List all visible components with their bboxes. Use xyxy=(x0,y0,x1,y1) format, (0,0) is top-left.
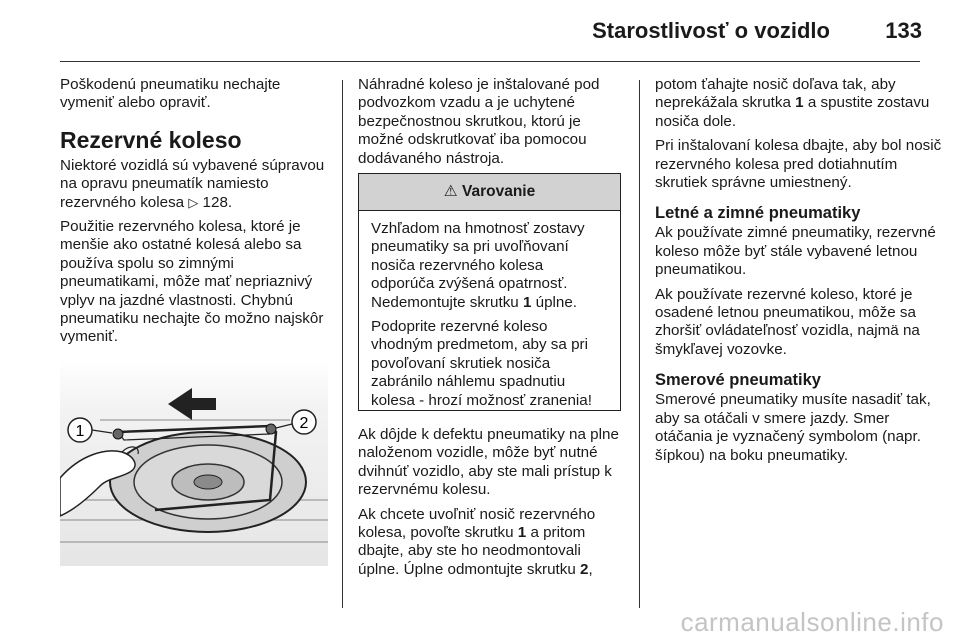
paragraph-directional-tyres: Smerové pneumatiky musíte nasadiť tak, aby sa otáčali v smere jazdy. Smer otáčania je vyznačený symbolom (napr. šípkou) na boku pneumatiky. xyxy=(655,391,931,464)
header-divider xyxy=(60,61,920,62)
column-3 xyxy=(655,76,947,471)
paragraph-loaded-vehicle: Ak dôjde k defektu pneumatiky na plne naloženom vozidle, môže byť nutné dvihnúť vozidlo, aby ste mali prístup k rezervnému kolesu. xyxy=(358,426,619,499)
page-header xyxy=(0,0,960,60)
paragraph-release-carrier: Ak chcete uvoľniť nosič rezervného kolesa, povoľte skrutku 1 a pritom dbajte, aby ste ho neodmontovali úplne. Úplne odmontujte skrutku 2, xyxy=(358,505,596,578)
warning-triangle-icon: ⚠ xyxy=(443,183,458,200)
callout-1: 1 xyxy=(75,423,85,440)
section-heading-directional: Smerové pneumatiky xyxy=(655,371,821,390)
warning-header xyxy=(359,174,620,211)
intro-paragraph: Poškodenú pneumatiku nechajte vymeniť alebo opraviť. xyxy=(60,76,281,112)
column-divider-1 xyxy=(342,80,343,608)
running-title: Starostlivosť o vozidlo xyxy=(592,18,830,43)
section-heading-spare-wheel: Rezervné koleso xyxy=(60,126,242,153)
paragraph-lower-carrier: potom ťahajte nosič doľava tak, aby neprekážala skrutka 1 a spustite zostavu nosiča dole. xyxy=(655,76,930,130)
paragraph-summer-spare: Ak používate rezervné koleso, ktoré je osadené letnou pneumatikou, môže sa zhoršiť ovládateľnosť vozidla, najmä na šmykľavej vozovke. xyxy=(655,285,920,358)
paragraph-install-wheel: Pri inštalovaní kolesa dbajte, aby bol nosič rezervného kolesa pred dotiahnutím skrutiek správne umiestnený. xyxy=(655,137,942,192)
column-1 xyxy=(60,76,328,353)
paragraph-repair-kit: Niektoré vozidlá sú vybavené súpravou na opravu pneumatík namiesto rezervného kolesa ▷ 128. xyxy=(60,156,325,211)
column-2 xyxy=(358,76,624,174)
paragraph-winter-tyres: Ak používate zimné pneumatiky, rezervné koleso môže byť stále vybavené letnou pneumatikou. xyxy=(655,224,936,279)
warning-box xyxy=(358,173,621,411)
warning-paragraph-1: Vzhľadom na hmotnosť zostavy pneumatiky sa pri uvoľňovaní nosiča rezervného kolesa odporúča zvýšená opatrnosť. Nedemontujte skrutku 1 úplne. xyxy=(371,220,585,311)
paragraph-spare-location: Náhradné koleso je inštalované pod podvozkom vzadu a je uchytené bezpečnostnou skrutkou, ktorú je možné odskrutkovať iba pomocou dodávaného nástroja. xyxy=(358,76,600,167)
spare-wheel-illustration xyxy=(60,360,328,566)
page-number: 133 xyxy=(885,18,922,43)
column-2-continued xyxy=(358,426,624,585)
watermark: carmanualsonline.info xyxy=(680,607,944,637)
column-divider-2 xyxy=(639,80,640,608)
callout-2: 2 xyxy=(299,415,309,432)
warning-paragraph-2: Podoprite rezervné koleso vhodným predmetom, aby sa pri povoľovaní skrutiek nosiča zabránilo náhlemu spadnutiu kolesa - hrozí možnosť zranenia! xyxy=(371,318,592,409)
warning-body xyxy=(359,211,620,410)
warning-title: Varovanie xyxy=(461,183,536,200)
section-heading-summer-winter: Letné a zimné pneumatiky xyxy=(655,204,861,223)
paragraph-spare-usage: Použitie rezervného kolesa, ktoré je menšie ako ostatné kolesá alebo sa používa spolu so zimnými pneumatikami, môže mať nepriaznivý vplyv na jazdné vlastnosti. Chybnú pneumatiku nechajte čo možno najskôr vymeniť. xyxy=(60,218,324,346)
page-reference-icon: ▷ xyxy=(188,194,199,210)
